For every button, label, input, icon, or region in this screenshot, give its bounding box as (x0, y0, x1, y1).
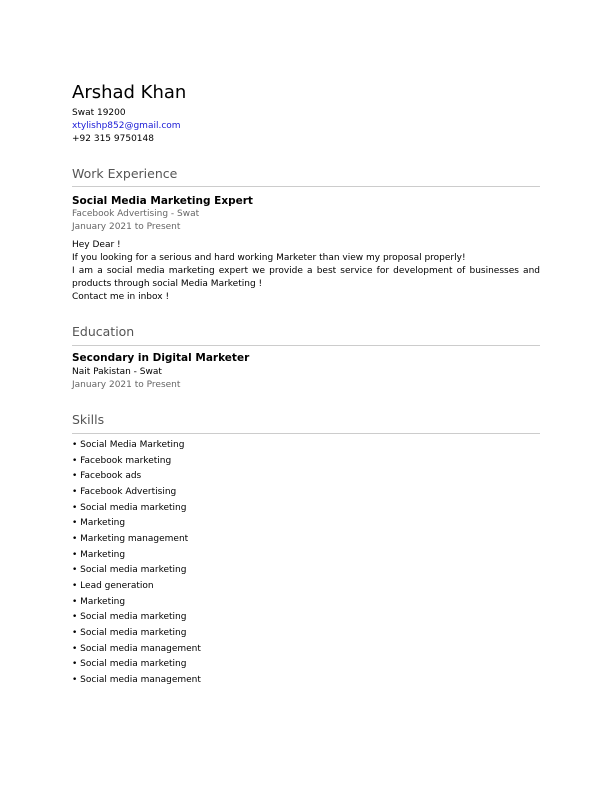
email-link[interactable]: xtylishp852@gmail.com (72, 121, 181, 131)
divider (72, 345, 540, 346)
skill-item: • Social Media Marketing (72, 438, 201, 454)
skill-item: • Facebook ads (72, 469, 201, 485)
description-line: If you looking for a serious and hard working Marketer than view my proposal properly! (72, 253, 466, 263)
skill-item: • Facebook marketing (72, 454, 201, 470)
description-line: I am a social media marketing expert we provide a best service for development of businesses and products through social Media Marketing ! (72, 266, 540, 289)
phone: +92 315 9750148 (72, 134, 154, 144)
education-dates: January 2021 to Present (72, 380, 181, 390)
skill-item: • Facebook Advertising (72, 485, 201, 501)
work-experience-heading: Work Experience (72, 166, 178, 181)
skill-item: • Social media management (72, 673, 201, 689)
skill-item: • Social media marketing (72, 626, 201, 642)
candidate-name: Arshad Khan (72, 82, 187, 103)
skill-item: • Social media marketing (72, 657, 201, 673)
description-line: Hey Dear ! (72, 240, 121, 250)
job-company: Facebook Advertising - Swat (72, 209, 200, 219)
address: Swat 19200 (72, 108, 126, 118)
skill-item: • Social media management (72, 642, 201, 658)
education-heading: Education (72, 324, 135, 339)
skill-item: • Lead generation (72, 579, 201, 595)
job-title: Social Media Marketing Expert (72, 195, 253, 207)
skill-item: • Marketing management (72, 532, 201, 548)
divider (72, 186, 540, 187)
skill-item: • Social media marketing (72, 501, 201, 517)
job-dates: January 2021 to Present (72, 222, 181, 232)
degree: Secondary in Digital Marketer (72, 352, 250, 364)
divider (72, 433, 540, 434)
school: Nait Pakistan - Swat (72, 367, 162, 377)
skills-heading: Skills (72, 412, 105, 427)
skill-item: • Marketing (72, 595, 201, 611)
skill-item: • Marketing (72, 516, 201, 532)
skills-list (72, 438, 201, 689)
skill-item: • Social media marketing (72, 563, 201, 579)
skill-item: • Social media marketing (72, 610, 201, 626)
skill-item: • Marketing (72, 548, 201, 564)
description-line: Contact me in inbox ! (72, 292, 170, 302)
job-description (72, 239, 540, 304)
